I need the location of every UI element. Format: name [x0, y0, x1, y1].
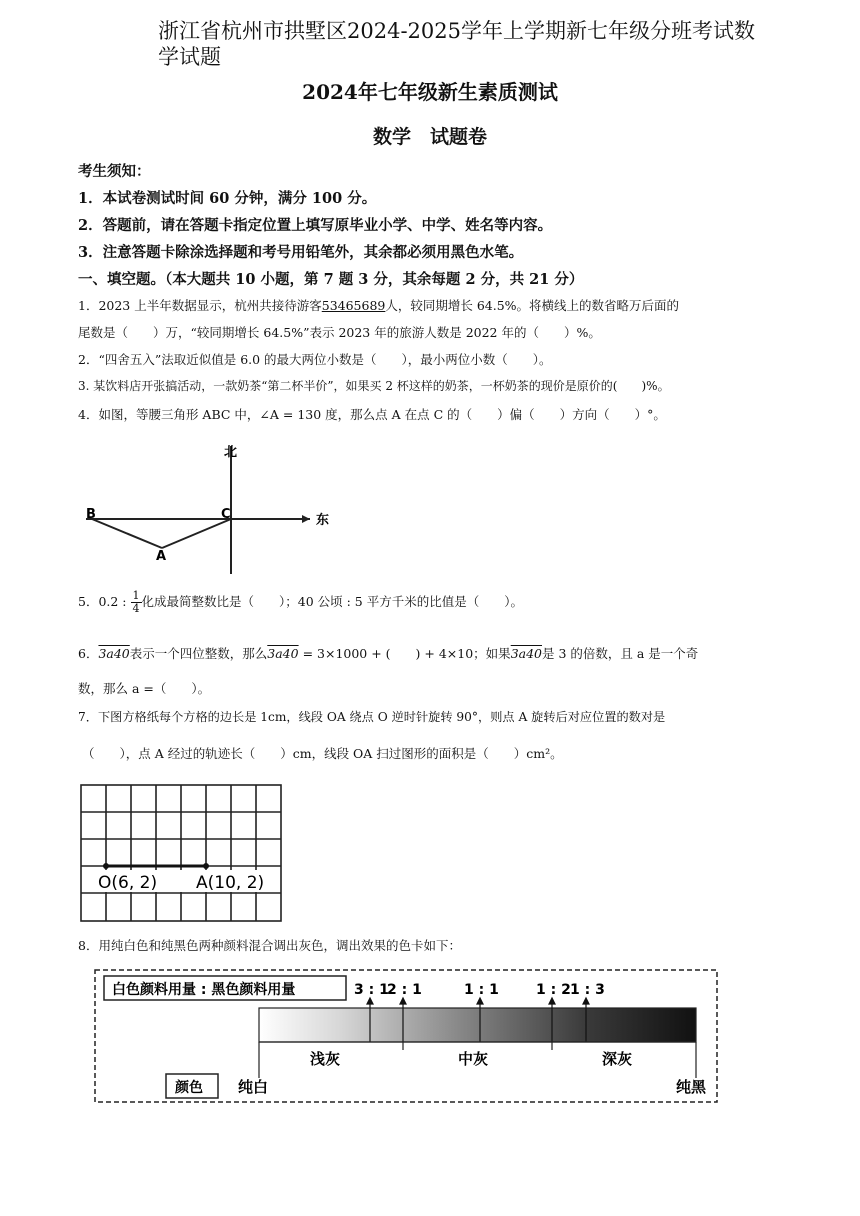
ratio-3-1: 3 : 1 — [354, 982, 389, 998]
card-header: 白色颜料用量 : 黑色颜料用量 — [112, 982, 296, 998]
label-point-o: O(6, 2) — [98, 873, 158, 893]
figure-8-color-card — [92, 966, 722, 1108]
question-5 — [78, 590, 523, 615]
figure-7-grid — [78, 782, 284, 924]
side-ac — [162, 519, 231, 548]
label-c: C — [221, 507, 231, 522]
overline-number-2: 3a40 — [267, 646, 299, 661]
label-mid-gray: 中灰 — [458, 1050, 489, 1068]
question-3: 3. 某饮料店开张搞活动，一款奶茶“第二杯半价”，如果买 2 杯这样的奶茶，一杯奶茶的现价是原价的( )%。 — [78, 379, 670, 393]
label-a: A — [156, 549, 167, 564]
label-b: B — [86, 507, 96, 522]
question-2: 2．“四舍五入”法取近似值是 6.0 的最大两位小数是（ ），最小两位小数（ ）。 — [78, 352, 552, 367]
label-dark-gray: 深灰 — [602, 1050, 633, 1068]
label-east: 东 — [316, 513, 330, 528]
document-title: 浙江省杭州市拱墅区2024-2025学年上学期新七年级分班考试数学试题 — [158, 19, 755, 69]
ratio-1-2: 1 : 2 — [536, 982, 571, 998]
figure-4-triangle — [78, 438, 348, 576]
overline-number-1: 3a40 — [98, 646, 130, 661]
ratio-2-1: 2 : 1 — [387, 982, 422, 998]
question-1-text-b: 人，较同期增长 64.5%。将横线上的数省略万后面的 — [385, 298, 680, 313]
question-1-number: 53465689 — [321, 298, 386, 313]
fraction-numerator: 1 — [132, 589, 140, 602]
question-8: 8．用纯白色和纯黑色两种颜料混合调出灰色，调出效果的色卡如下： — [78, 938, 461, 953]
exam-title: 2024年七年级新生素质测试 — [302, 80, 558, 104]
question-1-line-2: 尾数是（ ）万，“较同期增长 64.5%”表示 2023 年的旅游人数是 2022 年的（ ）%。 — [78, 325, 601, 340]
question-7-line-2: （ ），点 A 经过的轨迹长（ ）cm，线段 OA 扫过图形的面积是（ ）cm²。 — [82, 746, 563, 761]
question-6-text-d: 是 3 的倍数，且 a 是一个奇 — [542, 646, 699, 661]
exam-subtitle: 数学 试题卷 — [372, 126, 487, 148]
overline-number-3: 3a40 — [510, 646, 542, 661]
question-5-text-b: 化成最简整数比是（ ）；40 公顷 : 5 平方千米的比值是（ ）。 — [141, 594, 523, 609]
question-6-line-2: 数，那么 a =（ ）。 — [78, 681, 211, 696]
side-ba — [92, 519, 162, 548]
question-6-number: 6． — [78, 646, 99, 661]
notice-heading: 考生须知： — [78, 163, 151, 180]
ratio-1-3: 1 : 3 — [570, 982, 605, 998]
point-o — [103, 863, 109, 869]
label-point-a: A(10, 2) — [196, 873, 265, 893]
ratio-1-1: 1 : 1 — [464, 982, 499, 998]
section-heading: 一、填空题。（本大题共 10 小题，第 7 题 3 分，其余每题 2 分，共 21 分） — [78, 271, 584, 288]
question-6-text-b: 表示一个四位整数，那么 — [129, 646, 268, 661]
question-7-line-1: 7．下图方格纸每个方格的边长是 1cm，线段 OA 绕点 O 逆时针旋转 90°，则点 A 旋转后对应位置的数对是 — [78, 710, 666, 724]
fraction-denominator: 4 — [132, 602, 140, 615]
notice-3: 3．注意答题卡除涂选择题和考号用铅笔外，其余都必须用黑色水笔。 — [78, 244, 524, 261]
question-1-text-a: 1．2023 上半年数据显示，杭州共接待游客 — [78, 298, 322, 313]
question-4: 4．如图，等腰三角形 ABC 中，∠A = 130 度，那么点 A 在点 C 的（ ）偏（ ）方向（ ）°。 — [78, 407, 666, 422]
east-arrow — [302, 515, 310, 523]
point-a — [203, 863, 209, 869]
question-1-line-1 — [78, 296, 679, 314]
label-light-gray: 浅灰 — [310, 1050, 341, 1068]
color-label: 颜色 — [175, 1080, 203, 1096]
gradient-bar — [259, 1008, 696, 1042]
label-pure-black: 纯黑 — [676, 1078, 707, 1096]
question-6-line-1 — [78, 644, 698, 662]
label-north: 北 — [224, 445, 238, 460]
notice-2: 2．答题前，请在答题卡指定位置上填写原毕业小学、中学、姓名等内容。 — [78, 217, 553, 234]
notice-1: 1．本试卷测试时间 60 分钟，满分 100 分。 — [78, 190, 377, 207]
label-pure-white: 纯白 — [238, 1078, 269, 1096]
question-5-text-a: 5．0.2 : — [78, 594, 127, 609]
question-6-text-c: = 3×1000 + ( ) + 4×10；如果 — [298, 646, 511, 661]
fraction-one-quarter — [131, 590, 142, 615]
